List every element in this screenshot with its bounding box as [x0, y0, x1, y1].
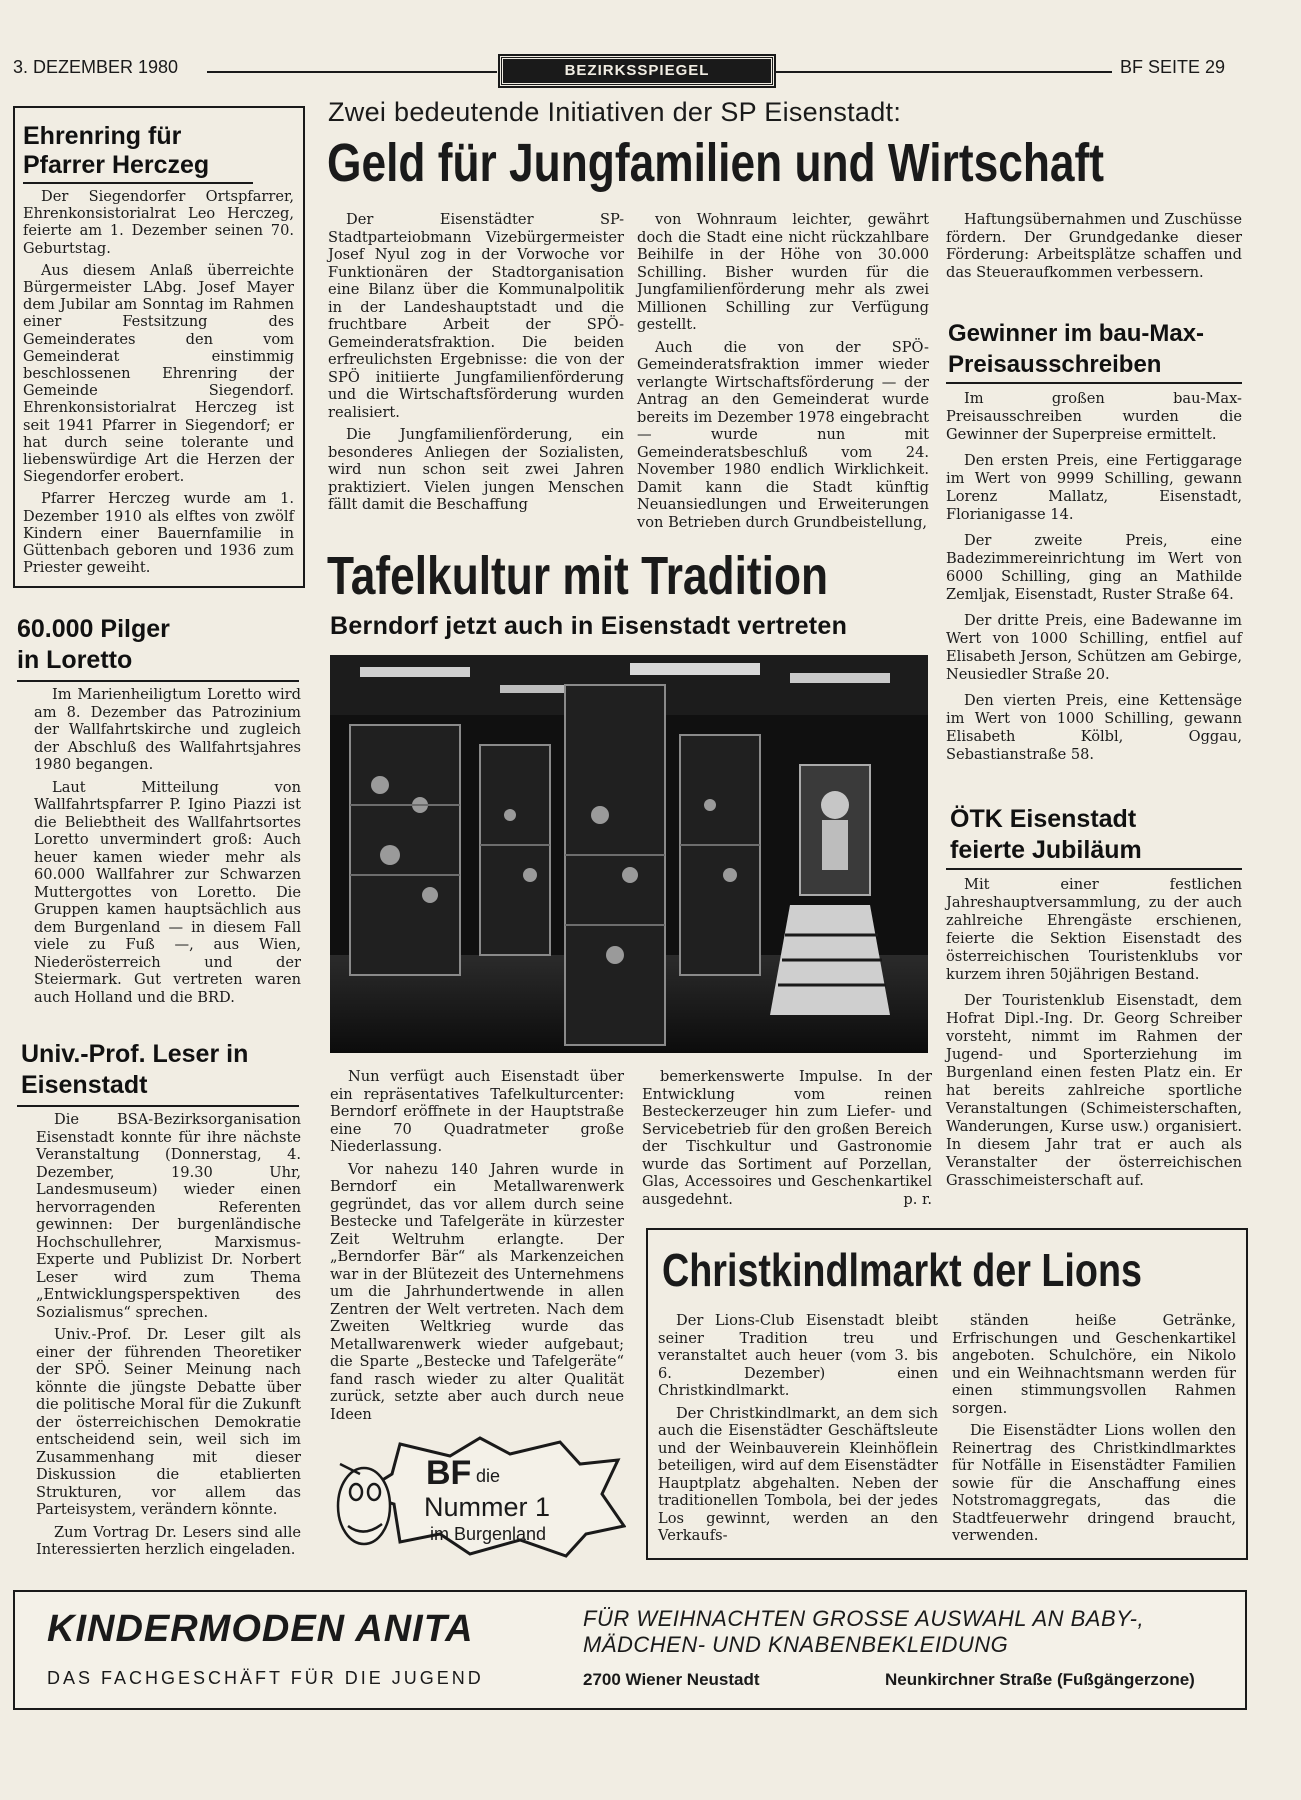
lions-paragraph: Der Christkindlmarkt, an dem sich auch die Eisenstädter Geschäftsleute und der Weinbauverein Kleinhöflein beteiligen, wird auf dem Eisenstädter Hauptplatz abgehalten. Neben der traditionellen Tombola, bei der jedes Los gewinnt, werden an den Verkaufs-	[658, 1404, 938, 1544]
geld-paragraph: von Wohnraum leichter, gewährt doch die Stadt eine nicht rückzahlbare Beihilfe in der Höhe von 30.000 Schilling. Bisher wurden für die Jungfamilienförderung mehr als zwei Millionen Schilling zur Verfügung gestellt.	[637, 211, 929, 333]
ad-headline1: FÜR WEIHNACHTEN GROSSE AUSWAHL AN BABY-,	[583, 1606, 1145, 1631]
ehrenring-paragraph: Der Siegendorfer Ortspfarrer, Ehrenkonsistorialrat Leo Herczeg, feierte am 1. Dezember seinen 70. Geburtstag.	[23, 188, 294, 257]
geld-kicker: Zwei bedeutende Initiativen der SP Eisenstadt:	[328, 97, 902, 127]
header-rule-right	[776, 71, 1112, 73]
bf-line3: im Burgenland	[430, 1524, 547, 1544]
tafel-title: Tafelkultur mit Tradition	[327, 546, 829, 606]
lions-paragraph: Der Lions-Club Eisenstadt bleibt seiner Tradition treu und veranstaltet auch heuer (vom 3. bis 6. Dezember) einen Christkindlmarkt.	[658, 1312, 938, 1399]
oetk-paragraph: Mit einer festlichen Jahreshauptversammlung, zu der auch zahlreiche Ehrengäste erschienen, feierte die Sektion Eisenstadt des österreichischen Touristenklubs vor kurzem ihren 50jährigen Bestand.	[946, 876, 1242, 983]
lions-paragraph: ständen heiße Getränke, Erfrischungen und Geschenkartikel angeboten. Schulchöre, ein Nikolo und ein Weihnachtsmann werden für einen stimmungsvollen Rahmen sorgen.	[952, 1312, 1236, 1417]
ehrenring-paragraph: Pfarrer Herczeg wurde am 1. Dezember 1910 als elftes von zwölf Kindern einer Bauernfamilie in Güttenbach geboren und 1936 zum Priester geweiht.	[23, 490, 294, 577]
tafel-col1	[330, 1068, 624, 1428]
baumax-title: Gewinner im bau-Max-Preisausschreiben	[948, 320, 1205, 378]
ehrenring-paragraph: Aus diesem Anlaß überreichte Bürgermeister LAbg. Josef Mayer dem Jubilar am Sonntag im Rahmen einer Festsitzung des Gemeinderates den vom Gemeinderat einstimmig beschlossenen Ehrenring der Gemeinde Siegendorf. Ehrenkonsistorialrat Herczeg ist seit 1941 Pfarrer in Siegendorf; er hat durch seine tolerante und liebenswürdige Art die Herzen der Siegendorfer erobert.	[23, 261, 294, 486]
bf-line2: Nummer 1	[424, 1492, 551, 1522]
pilger-paragraph: Im Marienheiligtum Loretto wird am 8. Dezember das Patrozinium der Wallfahrtskirche und zugleich der Abschluß des Wallfahrtsjahres 1980 begangen.	[34, 686, 301, 773]
section-badge: BEZIRKSSPIEGEL	[500, 56, 774, 86]
kindermoden-ad	[13, 1590, 1247, 1710]
shop-interior-illustration	[330, 655, 928, 1053]
bf-line1: die	[476, 1466, 501, 1486]
baumax-paragraph: Den vierten Preis, eine Kettensäge im Wert von 1000 Schilling, gewann Elisabeth Kölbl, Oggau, Sebastianstraße 58.	[946, 692, 1242, 763]
pilger-paragraph: Laut Mitteilung von Wallfahrtspfarrer P. Igino Piazzi ist die Beliebtheit des Wallfahrtsortes Loretto unvermindert groß: Auch heuer kamen wieder mehr als 60.000 Wallfahrer zur Schwarzen Muttergottes von Loretto. Die Gruppen kamen hauptsächlich aus dem Burgenland — in diesem Fall viele zu Fuß —, aus Wien, Niederösterreich und der Steiermark. Gut vertreten waren auch Holland und die BRD.	[34, 778, 301, 1006]
baumax-paragraph: Den ersten Preis, eine Fertiggarage im Wert von 9999 Schilling, gewann Lorenz Mallatz, Eisenstadt, Florianigasse 14.	[946, 452, 1242, 523]
oetk-title: ÖTK Eisenstadt feierte Jubiläum	[950, 805, 1142, 864]
ehrenring-box	[13, 106, 305, 588]
mascot-face-icon	[338, 1464, 390, 1544]
lions-col2	[952, 1312, 1236, 1550]
pilger-rule	[17, 680, 299, 682]
geld-col3	[946, 211, 1242, 286]
ad-headline2: MÄDCHEN- UND KNABENBEKLEIDUNG	[583, 1632, 1009, 1657]
pilger-title: 60.000 Pilger in Loretto	[17, 615, 170, 674]
geld-paragraph: Die Jungfamilienförderung, ein besonderes Anliegen der Sozialisten, wird nun schon seit zwei Jahren praktiziert. Vielen jungen Menschen fällt damit die Beschaffung	[328, 426, 624, 513]
tafel-subtitle: Berndorf jetzt auch in Eisenstadt vertreten	[330, 612, 848, 640]
ad-name: KINDERMODEN ANITA	[47, 1608, 474, 1650]
ad-tagline: DAS FACHGESCHÄFT FÜR DIE JUGEND	[47, 1668, 484, 1688]
ehrenring-title: Ehrenring für Pfarrer Herczeg	[23, 122, 253, 184]
header-rule-left	[207, 71, 497, 73]
lions-box	[646, 1228, 1248, 1560]
baumax-paragraph: Der dritte Preis, eine Badewanne im Wert von 1000 Schilling, entfiel auf Elisabeth Jerson, Schützen am Gebirge, Neusiedler Straße 20.	[946, 612, 1242, 683]
tafel-paragraph: bemerkenswerte Impulse. In der Entwicklung vom reinen Besteckerzeuger hin zum Liefer- und Servicebetrieb für den großen Bereich der Tischkultur und Gastronomie wurde das Sortiment auf Porzellan, Glas, Accessoires und Geschenkartikel ausgedehnt.	[642, 1068, 932, 1208]
geld-col2	[637, 211, 929, 536]
tafel-col2	[642, 1068, 932, 1209]
bf-brand: BF	[426, 1454, 472, 1492]
geld-col1	[328, 211, 624, 519]
geld-title: Geld für Jungfamilien und Wirtschaft	[327, 133, 1105, 193]
tafel-paragraph: Vor nahezu 140 Jahren wurde in Berndorf ein Metallwarenwerk gegründet, das vor allem durch seine Bestecke und Tafelgeräte in kürzester Zeit Weltruhm erlangte. Der „Berndorfer Bär“ als Markenzeichen war in der Blütezeit des Unternehmens um die Jahrhundertwende in allen Zentren der Welt vertreten. Nach dem Zweiten Weltkrieg wurde das Metallwarenwerk wieder aufgebaut; die Sparte „Bestecke und Tafelgeräte“ fand rasch wieder zu alter Qualität zurück, setzte aber auch durch neue Ideen	[330, 1160, 624, 1423]
header-page: BF SEITE 29	[1120, 57, 1226, 77]
lions-paragraph: Die Eisenstädter Lions wollen den Reinertrag des Christkindlmarktes für Notfälle in Eisenstädter Familien sowie für die Anschaffung eines Notstromaggregats, das die Stadtfeuerwehr dringend braucht, verwenden.	[952, 1422, 1236, 1544]
lions-col1	[658, 1312, 938, 1550]
oetk-paragraph: Der Touristenklub Eisenstadt, dem Hofrat Dipl.-Ing. Dr. Georg Schreiber vorsteht, nimmt im Rahmen der Jugend- und Sporterziehung im Burgenland einen festen Platz ein. Er hat bereits zahlreiche sportliche Veranstaltungen (Schimeisterschaften, Wanderungen, Kurse usw.) organisiert. In diesem Jahr trat er auch als Veranstalter der österreichischen Grasschimeisterschaft auf.	[946, 992, 1242, 1189]
leser-rule	[17, 1105, 299, 1107]
ehrenring-body	[23, 188, 294, 581]
header-date: 3. DEZEMBER 1980	[13, 57, 179, 77]
oetk-body	[946, 876, 1242, 1195]
pilger-body	[34, 686, 301, 1011]
oetk-rule	[946, 868, 1242, 870]
baumax-rule	[946, 382, 1242, 384]
baumax-paragraph: Der zweite Preis, eine Badezimmereinrichtung im Wert von 6000 Schilling, ging an Mathilde Zemljak, Eisenstadt, Ruster Straße 64.	[946, 532, 1242, 603]
ad-city: 2700 Wiener Neustadt	[583, 1670, 760, 1689]
geld-paragraph: Der Eisenstädter SP-Stadtparteiobmann Vizebürgermeister Josef Nyul zog in der Vorwoche vor Funktionären der Stadtorganisation eine Bilanz über die Kommunalpolitik in der Landeshauptstadt und die fruchtbare Arbeit der SPÖ-Gemeinderatsfraktion. Die beiden erfreulichsten Ergebnisse: die von der SPÖ initiierte Jungfamilienförderung und die Wirtschaftsförderung wurden realisiert.	[328, 211, 624, 421]
bf-promo	[330, 1434, 626, 1558]
geld-paragraph: Auch die von der SPÖ-Gemeinderatsfraktion immer wieder verlangte Wirtschaftsförderung — der Antrag an den Gemeinderat wurde bereits im Dezember 1978 eingebracht — wurde nun mit Gemeinderatsbeschluß vom 24. November 1980 endlich Wirklichkeit. Damit kann die Stadt künftig Neuansiedlungen und Erweiterungen von Betrieben durch Grundbeistellung,	[637, 338, 929, 531]
baumax-body	[946, 390, 1242, 769]
lions-title: Christkindlmarkt der Lions	[662, 1244, 1142, 1296]
leser-body	[36, 1111, 301, 1564]
shop-interior-photo	[330, 655, 928, 1053]
leser-paragraph: Zum Vortrag Dr. Lesers sind alle Interessierten herzlich eingeladen.	[36, 1523, 301, 1558]
ad-street: Neunkirchner Straße (Fußgängerzone)	[885, 1670, 1195, 1689]
leser-paragraph: Univ.-Prof. Dr. Leser gilt als einer der führenden Theoretiker der SPÖ. Seiner Meinung nach könnte die jüngste Debatte über die politische Moral für die Zukunft der österreichischen Demokratie entscheidend sein, weil sich im Zusammenhang mit dieser Diskussion die etablierten Strukturen, vor allem das Parteisystem, verändern könnte.	[36, 1326, 301, 1518]
baumax-paragraph: Im großen bau-Max-Preisausschreiben wurden die Gewinner der Superpreise ermittelt.	[946, 390, 1242, 443]
tafel-paragraph: Nun verfügt auch Eisenstadt über ein repräsentatives Tafelkulturcenter: Berndorf eröffnete in der Hauptstraße eine 70 Quadratmeter große Niederlassung.	[330, 1068, 624, 1155]
tafel-signature: p. r.	[903, 1191, 932, 1208]
leser-title: Univ.-Prof. Leser in Eisenstadt	[21, 1040, 249, 1099]
leser-paragraph: Die BSA-Bezirksorganisation Eisenstadt konnte für ihre nächste Veranstaltung (Donnerstag, 4. Dezember, 19.30 Uhr, Landesmuseum) wieder einen hervorragenden Referenten gewinnen: Der burgenländische Hochschullehrer, Marxismus-Experte und Publizist Dr. Norbert Leser wird zum Thema „Entwicklungsperspektiven des Sozialismus“ sprechen.	[36, 1111, 301, 1321]
geld-paragraph: Haftungsübernahmen und Zuschüsse fördern. Der Grundgedanke dieser Förderung: Arbeitsplätze schaffen und das Steueraufkommen verbessern.	[946, 211, 1242, 281]
